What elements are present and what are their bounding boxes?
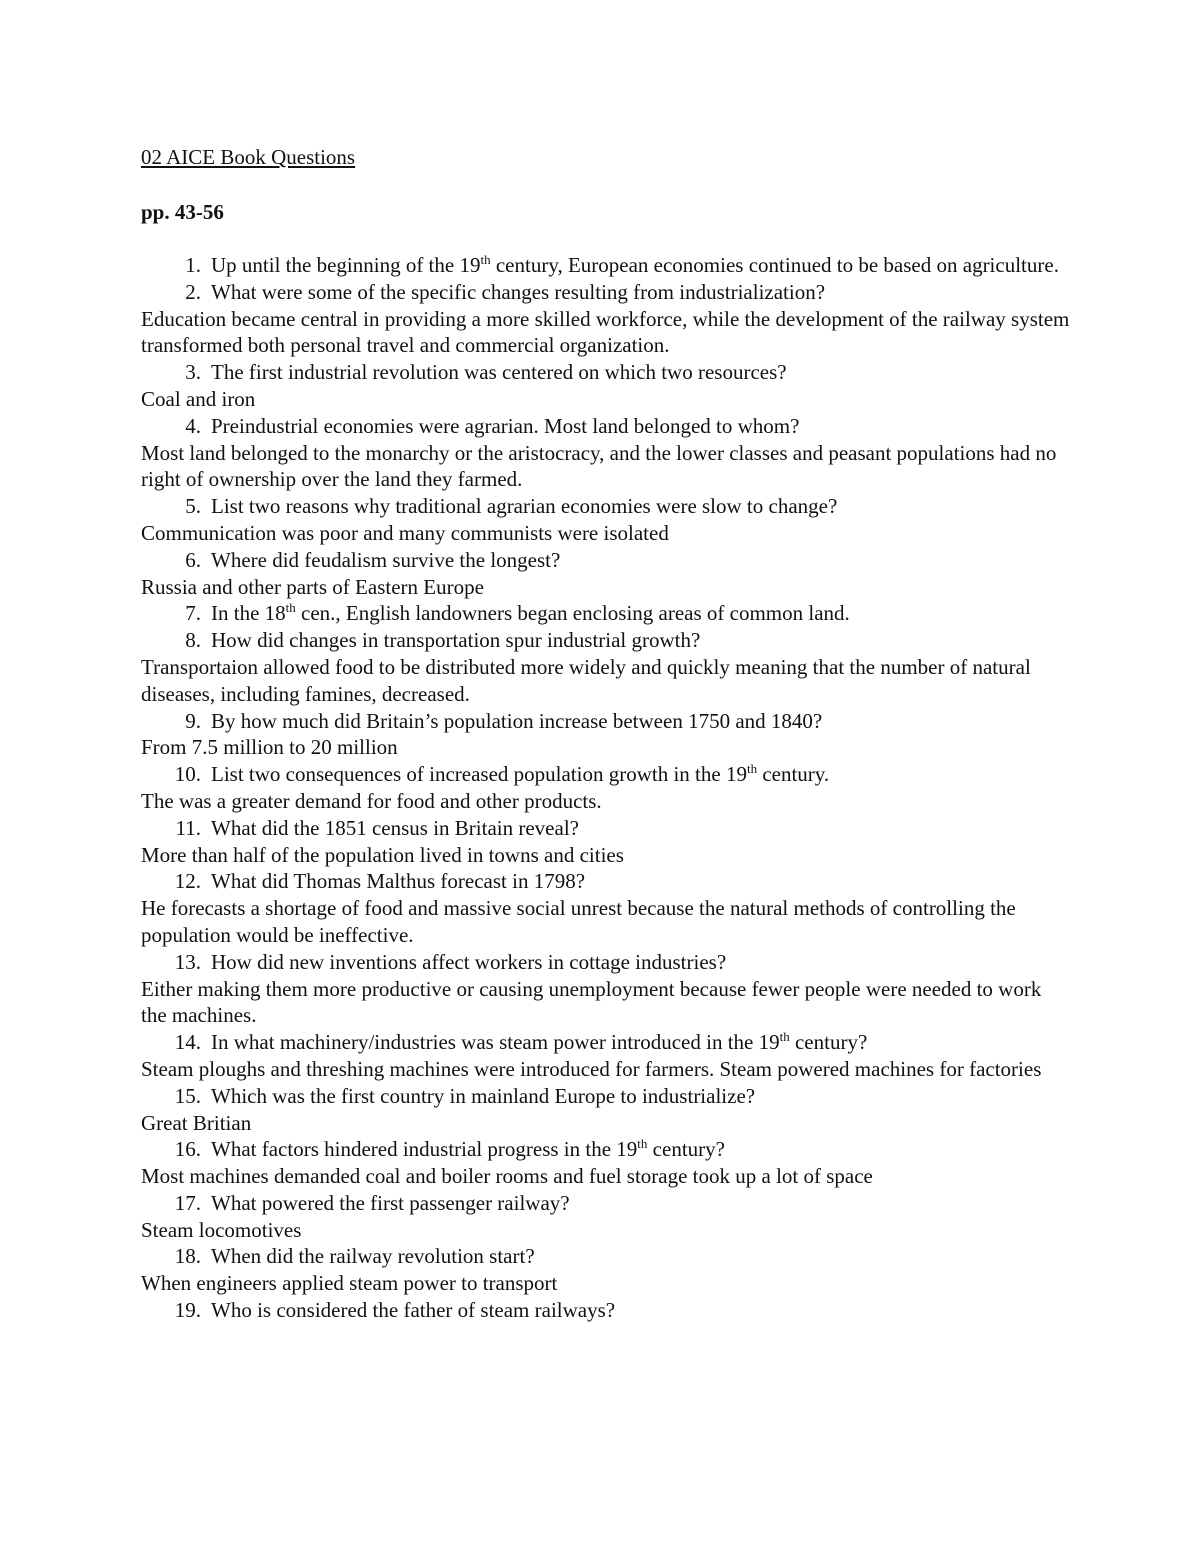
question-number: 3. — [185, 360, 201, 385]
question-text — [211, 253, 1059, 277]
question-answer-list — [141, 252, 1071, 1324]
question-number: 16. — [174, 1137, 201, 1162]
question-text-segment: What powered the first passenger railway? — [211, 1190, 570, 1215]
question-text — [211, 762, 829, 786]
question-text — [211, 414, 799, 438]
question-item — [141, 708, 1071, 735]
answer-text: The was a greater demand for food and other products. — [141, 788, 602, 813]
answer-text: From 7.5 million to 20 million — [141, 735, 398, 760]
question-item — [141, 413, 1071, 440]
question-text — [211, 628, 700, 652]
question-text-segment: The first industrial revolution was centered on which two resources? — [211, 360, 787, 385]
question-number: 15. — [174, 1083, 201, 1108]
answer-text: Steam locomotives — [141, 1217, 302, 1242]
question-text — [211, 816, 579, 840]
question-item — [141, 1083, 1071, 1110]
question-number: 10. — [174, 762, 201, 787]
document-title: 02 AICE Book Questions — [141, 145, 356, 169]
question-text-segment: List two consequences of increased population growth in the 19 — [211, 762, 747, 787]
question-text-segment: What did Thomas Malthus forecast in 1798? — [211, 869, 586, 894]
question-number: 19. — [174, 1298, 201, 1323]
question-text — [211, 1084, 755, 1108]
question-text-segment: How did new inventions affect workers in cottage industries? — [211, 949, 727, 974]
question-item — [141, 279, 1071, 306]
answer-text: Great Britian — [141, 1110, 252, 1135]
question-text — [211, 1137, 725, 1161]
answer-text: Most land belonged to the monarchy or the aristocracy, and the lower classes and peasant populations had no right of ownership over the land they farmed. — [141, 440, 1057, 492]
question-text-segment: century. — [757, 762, 830, 787]
question-text-segment: Who is considered the father of steam railways? — [211, 1298, 616, 1323]
question-text-segment: In the 18 — [211, 601, 286, 626]
question-number: 17. — [174, 1190, 201, 1215]
page-range-heading: pp. 43-56 — [141, 200, 224, 224]
ordinal-superscript: th — [779, 1029, 790, 1045]
question-item — [141, 761, 1071, 788]
ordinal-superscript: th — [746, 761, 758, 777]
ordinal-superscript: th — [480, 252, 491, 267]
question-item — [141, 1029, 1071, 1056]
question-text-segment: cen., English landowners began enclosing areas of common land. — [295, 601, 850, 626]
question-text — [211, 869, 585, 893]
question-text-segment: Up until the beginning of the 19 — [211, 253, 481, 277]
question-text — [211, 1244, 535, 1268]
answer-text: Either making them more productive or causing unemployment because fewer people were needed to work the machines. — [141, 976, 1042, 1028]
question-item — [141, 815, 1071, 842]
answer-text: Education became central in providing a more skilled workforce, while the development of the railway system transformed both personal travel and commercial organization. — [141, 306, 1070, 358]
question-number: 18. — [174, 1244, 201, 1269]
question-text-segment: century, European economies continued to be based on agriculture. — [490, 253, 1059, 277]
answer-text: Coal and iron — [141, 386, 256, 411]
question-text-segment: What were some of the specific changes resulting from industrialization? — [211, 279, 826, 304]
question-text-segment: Where did feudalism survive the longest? — [211, 547, 561, 572]
question-item — [141, 1243, 1071, 1270]
question-item — [141, 493, 1071, 520]
question-text-segment: century? — [647, 1137, 725, 1162]
question-text-segment: Which was the first country in mainland Europe to industrialize? — [211, 1083, 756, 1108]
question-item — [141, 1136, 1071, 1163]
question-item — [141, 1297, 1071, 1324]
question-item — [141, 868, 1071, 895]
question-number: 8. — [185, 628, 201, 653]
question-text-segment: By how much did Britain’s population increase between 1750 and 1840? — [211, 708, 823, 733]
question-text-segment: century? — [789, 1030, 868, 1055]
answer-text: He forecasts a shortage of food and massive social unrest because the natural methods of controlling the population would be ineffective. — [141, 896, 1016, 947]
question-text-segment: Preindustrial economies were agrarian. Most land belonged to whom? — [211, 413, 800, 438]
answer-text: Communication was poor and many communists were isolated — [141, 520, 669, 545]
question-text — [211, 548, 560, 572]
question-text-segment: List two reasons why traditional agrarian economies were slow to change? — [211, 494, 838, 519]
question-number: 1. — [185, 253, 201, 277]
question-text — [211, 360, 787, 384]
question-item — [141, 359, 1071, 386]
question-item — [141, 252, 1071, 279]
question-text-segment: In what machinery/industries was steam power introduced in the 19 — [211, 1030, 780, 1055]
question-text-segment: What factors hindered industrial progress in the 19 — [211, 1137, 638, 1162]
question-item — [141, 949, 1071, 976]
question-item — [141, 627, 1071, 654]
question-number: 14. — [174, 1030, 201, 1055]
question-text-segment: When did the railway revolution start? — [211, 1244, 535, 1269]
question-item — [141, 547, 1071, 574]
question-text — [211, 280, 825, 304]
question-item — [141, 1190, 1071, 1217]
answer-text: More than half of the population lived in towns and cities — [141, 842, 624, 867]
question-item — [141, 600, 1071, 627]
question-number: 2. — [185, 279, 201, 304]
answer-text: When engineers applied steam power to transport — [141, 1271, 558, 1296]
question-text — [211, 709, 822, 733]
answer-text: Transportaion allowed food to be distributed more widely and quickly meaning that the number of natural diseases, including famines, decreased. — [141, 654, 1031, 706]
question-text — [211, 494, 837, 518]
question-text — [211, 1298, 615, 1322]
question-number: 12. — [174, 869, 201, 894]
question-number: 4. — [185, 413, 201, 438]
question-number: 9. — [185, 708, 201, 733]
answer-text: Most machines demanded coal and boiler rooms and fuel storage took up a lot of space — [141, 1164, 873, 1189]
answer-text: Russia and other parts of Eastern Europe — [141, 574, 484, 599]
question-number: 7. — [185, 601, 201, 626]
question-text — [211, 1030, 867, 1054]
ordinal-superscript: th — [637, 1136, 648, 1152]
question-text — [211, 950, 726, 974]
answer-text: Steam ploughs and threshing machines were introduced for farmers. Steam powered machines for factories — [141, 1056, 1042, 1081]
question-text — [211, 1191, 570, 1215]
ordinal-superscript: th — [285, 600, 296, 616]
question-number: 11. — [175, 815, 201, 840]
question-text-segment: What did the 1851 census in Britain reveal? — [211, 815, 579, 840]
question-number: 5. — [185, 494, 201, 519]
question-text-segment: How did changes in transportation spur industrial growth? — [211, 628, 701, 653]
question-text — [211, 601, 850, 625]
question-number: 13. — [174, 949, 201, 974]
question-number: 6. — [185, 547, 201, 572]
